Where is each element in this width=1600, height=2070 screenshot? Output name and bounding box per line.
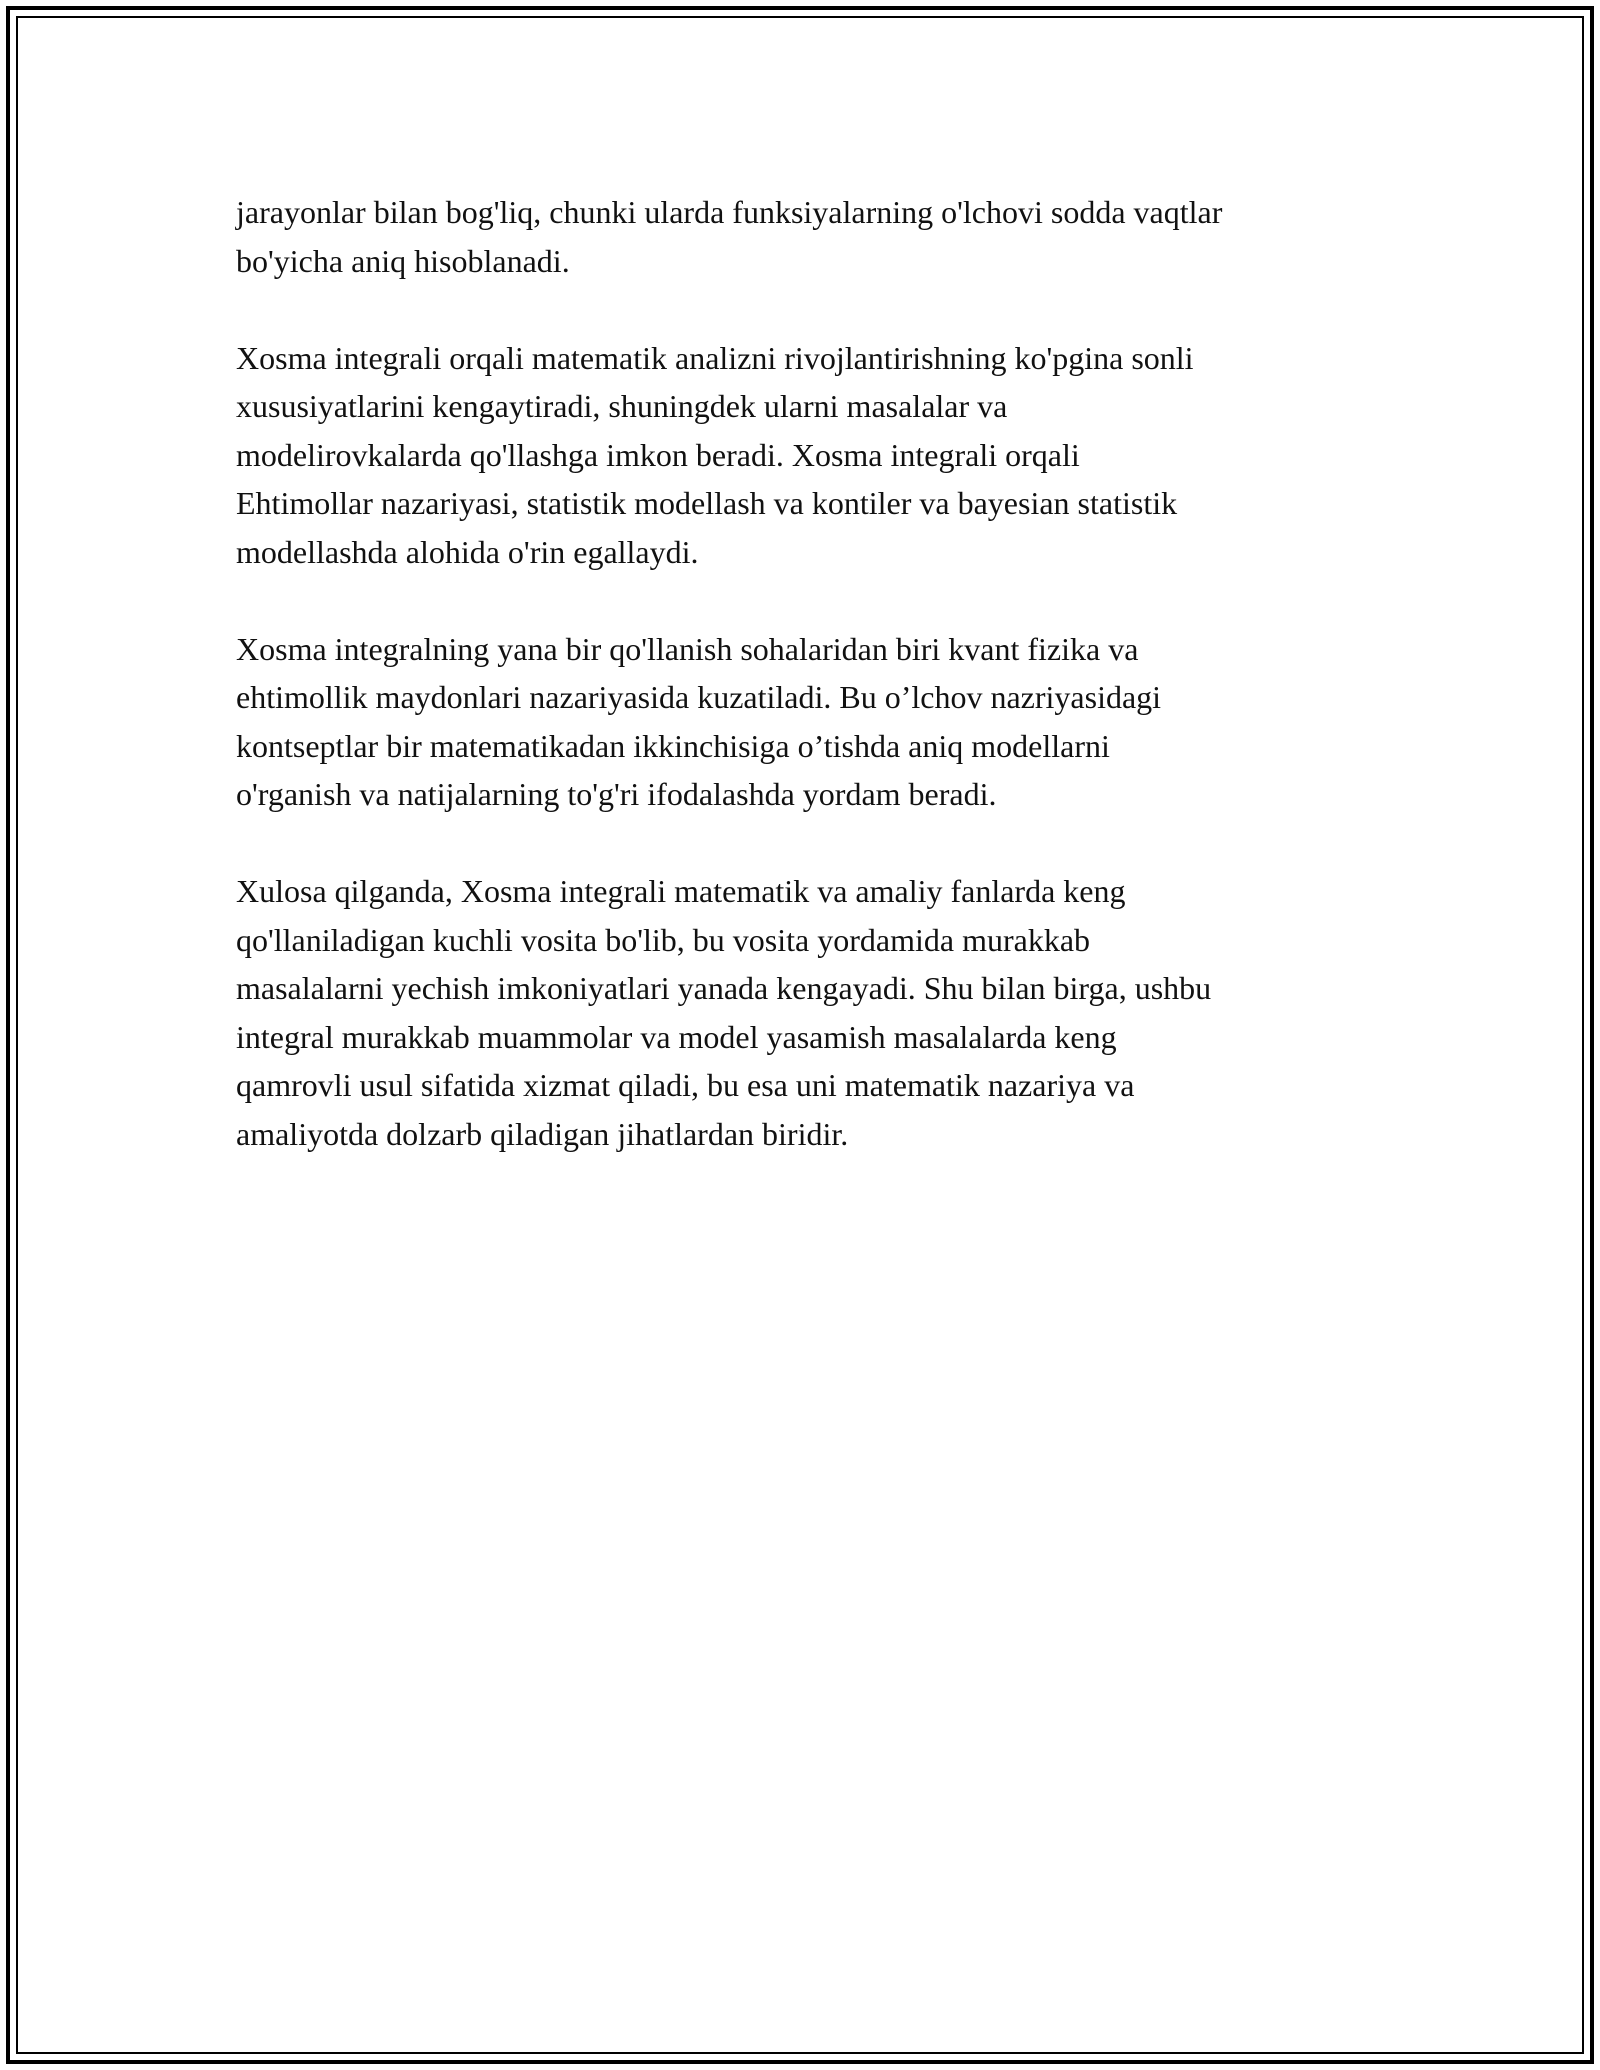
paragraph-analysis: Xosma integrali orqali matematik analizni rivojlantirishning ko'pgina sonli xususiyatlarini kengaytiradi, shuningdek ularni masalalar va modelirovkalarda qo'llashga imkon beradi. Xosma integrali orqali Ehtimollar nazariyasi, statistik modellash va kontiler va bayesian statistik modellashda alohida o'rin egallaydi. (236, 339, 1194, 570)
document-body (236, 188, 1406, 1158)
paragraph-conclusion: Xulosa qilganda, Xosma integrali matematik va amaliy fanlarda keng qo'llaniladigan kuchli vosita bo'lib, bu vosita yordamida murakkab masalalarni yechish imkoniyatlari yanada kengayadi. Shu bilan birga, ushbu integral murakkab muammolar va model yasamish masalalarda keng qamrovli usul sifatida xizmat qiladi, bu esa uni matematik nazariya va amaliyotda dolzarb qiladigan jihatlardan biridir. (236, 873, 1212, 1152)
paragraph-continuation: jarayonlar bilan bog'liq, chunki ularda funksiyalarning o'lchovi sodda vaqtlar bo'yicha aniq hisoblanadi. (236, 194, 1223, 279)
paragraph-quantum-physics: Xosma integralning yana bir qo'llanish sohalaridan biri kvant fizika va ehtimollik maydonlari nazariyasida kuzatiladi. Bu o’lchov nazriyasidagi kontseptlar bir matematikadan ikkinchisiga o’tishda aniq modellarni o'rganish va natijalarning to'g'ri ifodalashda yordam beradi. (236, 630, 1162, 812)
